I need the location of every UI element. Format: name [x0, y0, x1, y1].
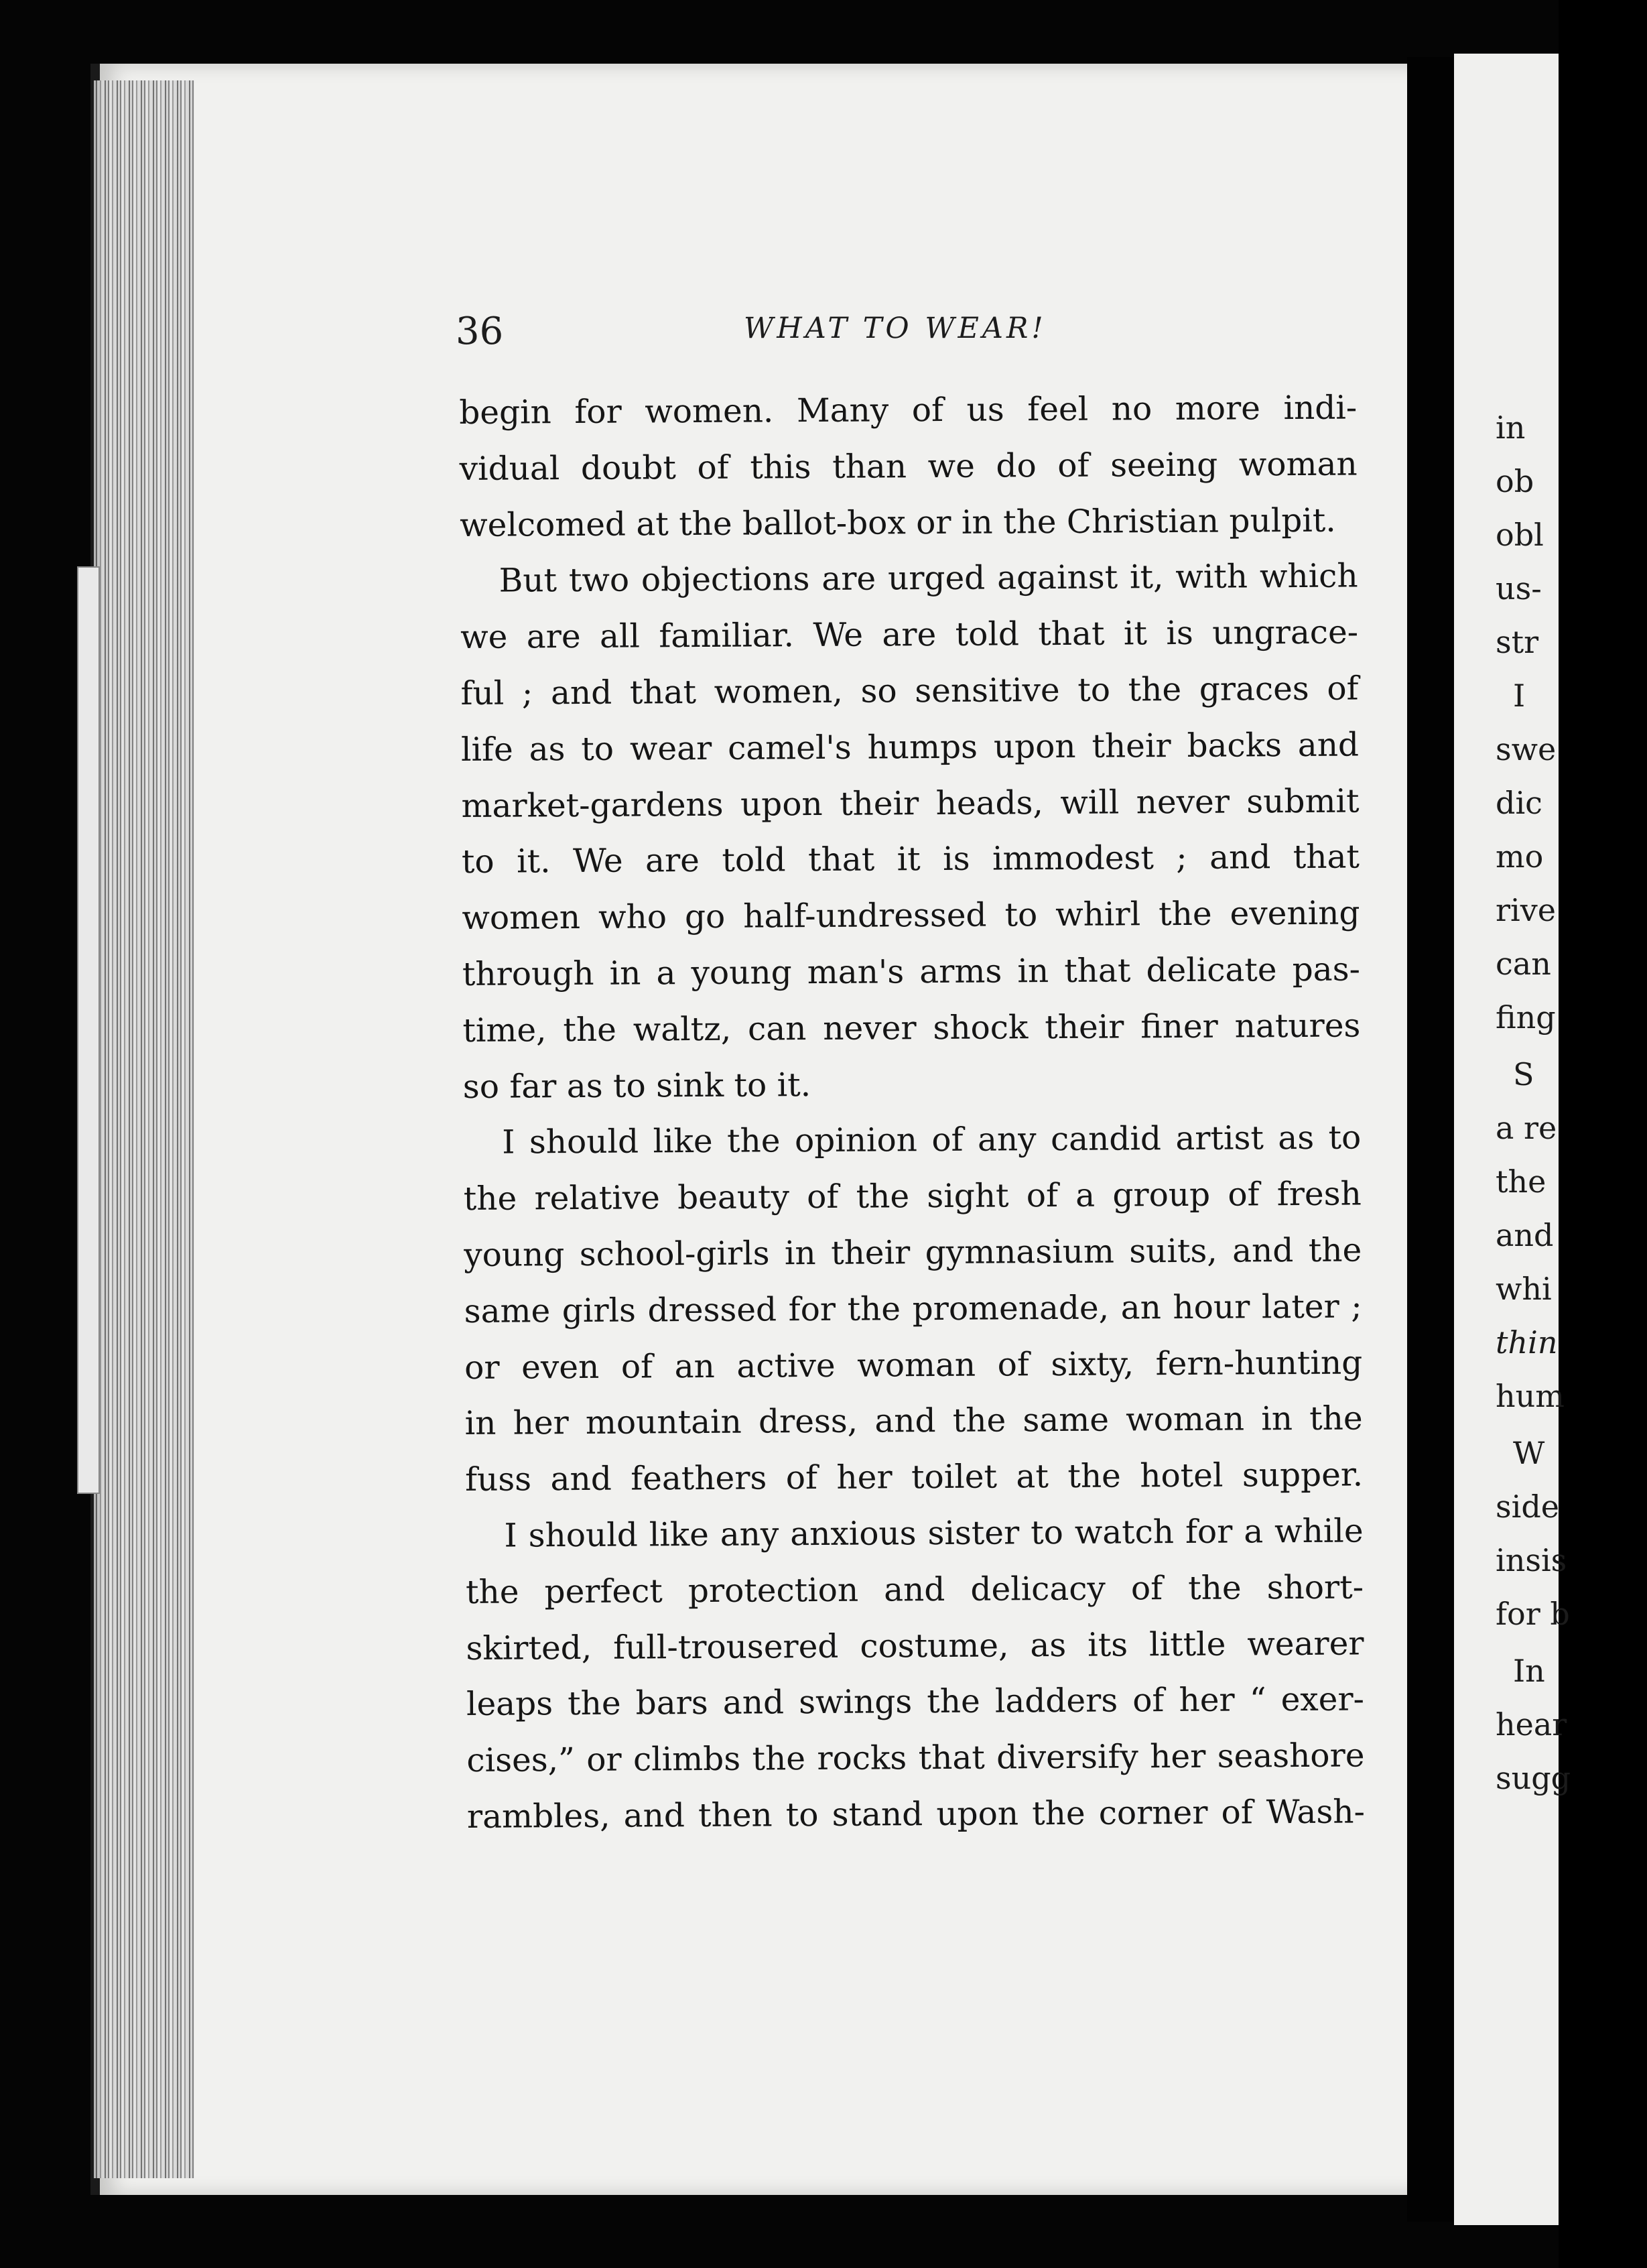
text-line: welcomed at the ballot-box or in the Christian pulpit.	[460, 501, 1336, 544]
text-line: the perfect protection and delicacy of the short-	[465, 1568, 1364, 1611]
facing-page-fragment: can	[1496, 946, 1551, 982]
text-line: I should like any anxious sister to watch for a while	[504, 1512, 1364, 1555]
page-number: 36	[456, 310, 504, 353]
text-line: young school-girls in their gymnasium suits, and the	[464, 1231, 1362, 1274]
text-line: same girls dressed for the promenade, an hour later ;	[464, 1287, 1362, 1330]
text-line: But two objections are urged against it, with which	[499, 557, 1358, 601]
running-head: WHAT TO WEAR!	[744, 312, 1047, 345]
facing-page-fragment: and	[1496, 1217, 1554, 1253]
text-line: market-gardens upon their heads, will never submit	[461, 782, 1360, 825]
text-line: fuss and feathers of her toilet at the hotel supper.	[464, 1456, 1364, 1499]
facing-page-fragment: a re	[1496, 1110, 1557, 1146]
facing-page-fragment: str	[1496, 624, 1539, 660]
text-line: leaps the bars and swings the ladders of her “ exer-	[466, 1680, 1365, 1724]
facing-page-fragment: the	[1496, 1163, 1546, 1200]
text-line: I should like the opinion of any candid artist as to	[502, 1119, 1362, 1162]
text-line: rambles, and then to stand upon the corner of Wash-	[466, 1793, 1366, 1836]
facing-page-fragment: hear	[1496, 1706, 1567, 1743]
body-text	[459, 381, 1365, 1846]
facing-page-fragment: In	[1513, 1653, 1545, 1689]
facing-page-fragment: mo	[1496, 838, 1544, 875]
facing-page	[1454, 54, 1571, 2225]
text-line: in her mountain dress, and the same woman in the	[464, 1399, 1363, 1443]
text-line: cises,” or climbs the rocks that diversify her seashore	[466, 1737, 1365, 1780]
facing-page-fragment: rive	[1496, 892, 1556, 928]
facing-page-fragment: thin	[1496, 1324, 1558, 1361]
page-edges	[94, 80, 194, 2178]
text-line: vidual doubt of this than we do of seeing woman	[459, 445, 1358, 488]
facing-page-fragment: dic	[1496, 785, 1542, 821]
text-line: we are all familiar. We are told that it is ungrace-	[460, 613, 1359, 657]
text-line: ful ; and that women, so sensitive to the graces of	[460, 670, 1359, 712]
text-line: women who go half-undressed to whirl the evening	[462, 894, 1360, 938]
facing-page-fragment: us-	[1496, 570, 1542, 607]
facing-page-fragment: whi	[1496, 1271, 1552, 1307]
facing-page-fragment: fing	[1496, 999, 1556, 1035]
facing-page-fragment: S	[1513, 1056, 1534, 1092]
text-line: to it. We are told that it is immodest ; and that	[461, 838, 1360, 881]
text-line: skirted, full-trousered costume, as its little wearer	[466, 1625, 1364, 1667]
facing-page-fragment: for b	[1496, 1596, 1570, 1632]
facing-page-fragment: side	[1496, 1489, 1559, 1525]
facing-page-fragment: W	[1513, 1435, 1545, 1471]
text-line: begin for women. Many of us feel no more indi-	[459, 389, 1358, 432]
facing-page-fragment: hum	[1496, 1378, 1565, 1414]
facing-page-fragment: ob	[1496, 463, 1534, 499]
text-line: so far as to sink to it.	[462, 1066, 811, 1106]
text-line: life as to wear camel's humps upon their backs and	[460, 726, 1360, 769]
facing-page-fragment: sugg	[1496, 1760, 1571, 1796]
facing-page-fragment: insis	[1496, 1542, 1567, 1578]
text-line: through in a young man's arms in that delicate pas-	[462, 950, 1361, 993]
facing-page-fragment: in	[1496, 410, 1526, 446]
text-line: the relative beauty of the sight of a group of fresh	[463, 1175, 1362, 1218]
facing-page-fragment: obl	[1496, 517, 1544, 553]
facing-page-fragment: swe	[1496, 731, 1557, 767]
book-gutter	[1407, 57, 1454, 2222]
text-line: time, the waltz, can never shock their finer natures	[462, 1007, 1361, 1050]
text-line: or even of an active woman of sixty, fern-hunting	[464, 1344, 1363, 1387]
facing-page-fragment: I	[1513, 678, 1526, 714]
index-tab	[77, 566, 100, 1494]
